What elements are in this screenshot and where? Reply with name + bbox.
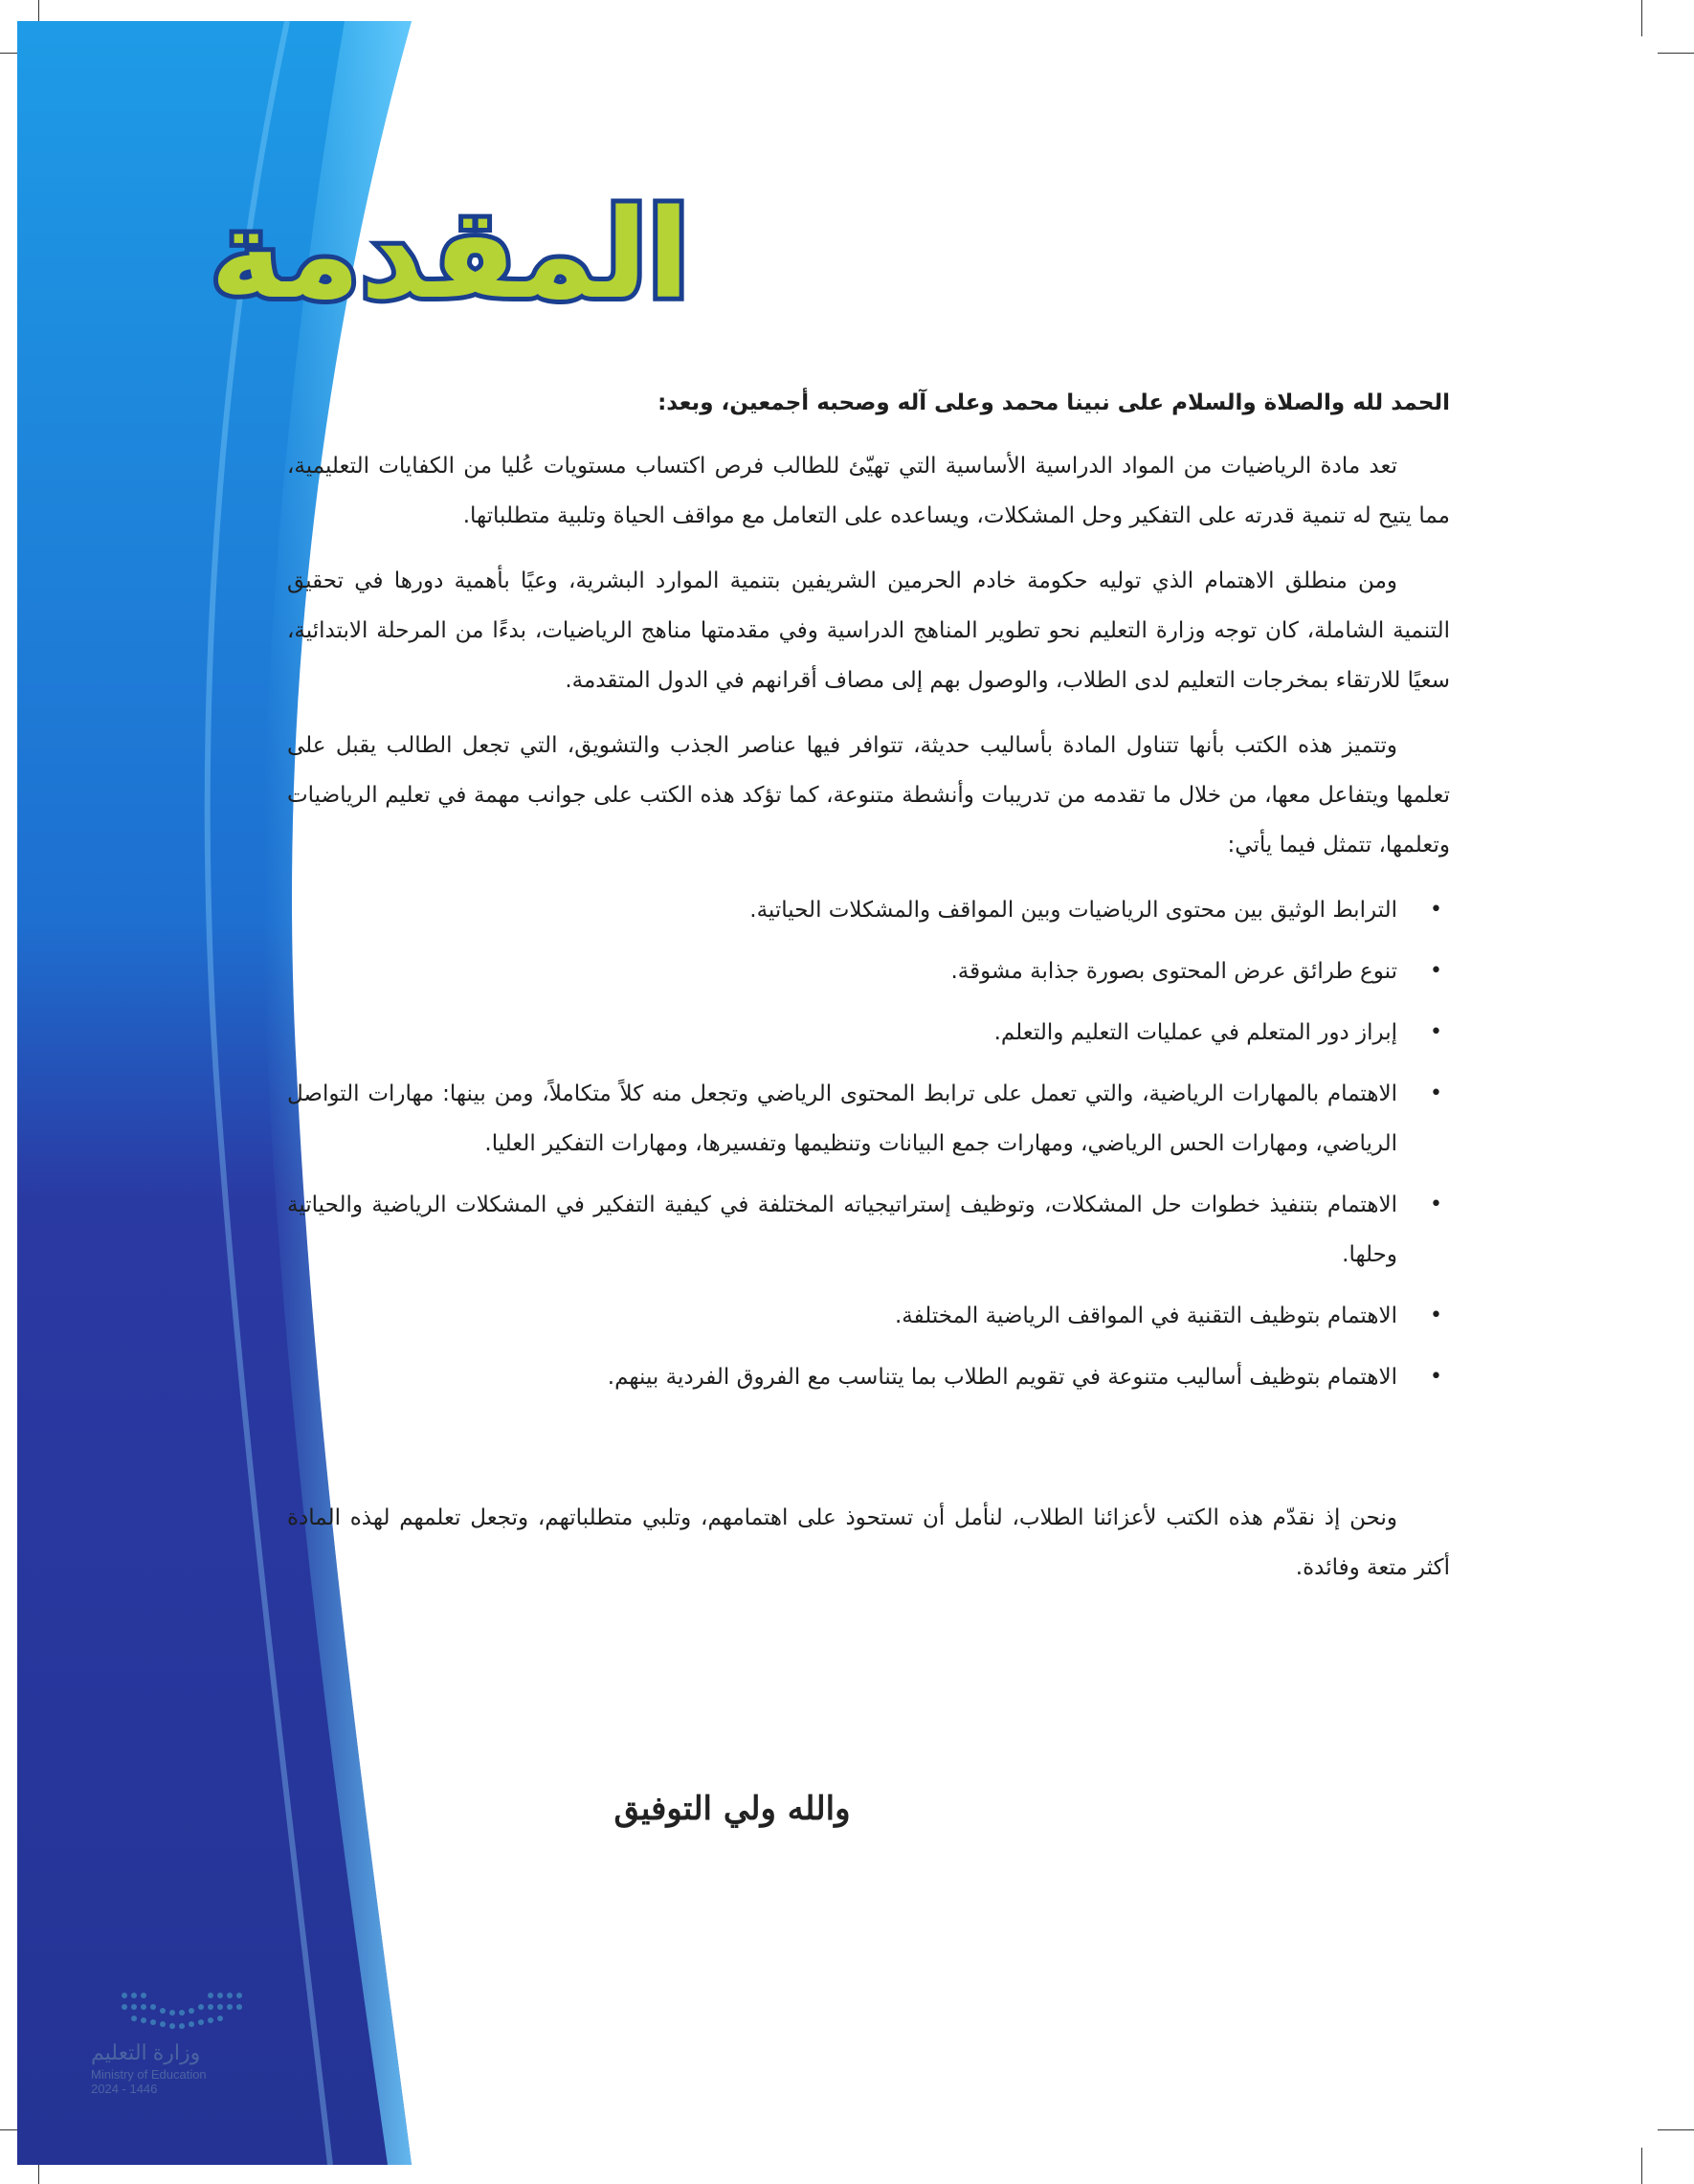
list-item-text: إبراز دور المتعلم في عمليات التعليم والتعلم. [993,1020,1397,1045]
bullet-icon: • [1430,1365,1442,1389]
bullet-icon: • [1430,1020,1442,1044]
list-item [287,1008,1450,1058]
ministry-logo [91,1986,273,2129]
closing-paragraph: ونحن إذ نقدّم هذه الكتب لأعزائنا الطلاب، لنأمل أن تستحوذ على اهتمامهم، وتلبي متطلباتهم، وتجعل تعلمهم لهذه المادة أكثر متعة وفائدة. [287,1505,1450,1580]
list-item [287,885,1450,935]
list-item-text: الاهتمام بالمهارات الرياضية، والتي تعمل على ترابط المحتوى الرياضي وتجعل منه كلاً متكاملاً، ومن بينها: مهارات التواصل الرياضي، ومهارات الحس الرياضي، ومهارات جمع البيانات وتنظيمها وتفسيرها، ومهارات التفكير العليا. [287,1081,1397,1156]
list-item-text: تنوع طرائق عرض المحتوى بصورة جذابة مشوقة. [950,959,1397,984]
logo-year-text: 2024 - 1446 [91,2082,158,2096]
paragraph: تعد مادة الرياضيات من المواد الدراسية الأساسية التي تهيّئ للطالب فرص اكتساب مستويات عُليا من الكفايات التعليمية، مما يتيح له تنمية قدرته على التفكير وحل المشكلات، ويساعده على التعامل مع مواقف الحياة وتلبية متطلباتها. [287,454,1450,528]
introduction-text [287,378,1450,1861]
signoff: والله ولي التوفيق [613,1790,851,1828]
bullet-icon: • [1430,1081,1442,1105]
bullet-icon: • [1430,1304,1442,1327]
list-item [287,1352,1450,1402]
list-item [287,1180,1450,1280]
logo-english-text: Ministry of Education [91,2067,207,2082]
page-title-text: المقدمة [210,184,690,326]
logo-arabic-text: وزارة التعليم [91,2040,201,2064]
paragraph: ومن منطلق الاهتمام الذي توليه حكومة خادم الحرمين الشريفين بتنمية الموارد البشرية، وعيًا بأهمية دورها في تحقيق التنمية الشاملة، كان توجه وزارة التعليم نحو تطوير المناهج الدراسية وفي مقدمتها مناهج الرياضيات، بدءًا من المرحلة الابتدائية، سعيًا للارتقاء بمخرجات التعليم لدى الطلاب، والوصول بهم إلى مصاف أقرانهم في الدول المتقدمة. [287,568,1450,693]
bullet-icon: • [1430,1192,1442,1216]
list-item-text: الاهتمام بتوظيف أساليب متنوعة في تقويم الطلاب بما يتناسب مع الفروق الفردية بينهم. [607,1365,1397,1390]
bullet-icon: • [1430,898,1442,922]
list-item [287,1291,1450,1341]
bullet-icon: • [1430,959,1442,983]
list-item [287,1069,1450,1169]
feature-list [287,885,1450,1402]
list-item-text: الاهتمام بتنفيذ خطوات حل المشكلات، وتوظيف إستراتيجياته المختلفة في كيفية التفكير في المشكلات الرياضية والحياتية وحلها. [287,1192,1397,1267]
list-item-text: الترابط الوثيق بين محتوى الرياضيات وبين المواقف والمشكلات الحياتية. [749,898,1397,923]
list-item-text: الاهتمام بتوظيف التقنية في المواقف الرياضية المختلفة. [894,1304,1397,1328]
logo-dots-icon [105,1986,258,2034]
page-title [191,163,708,345]
paragraph: وتتميز هذه الكتب بأنها تتناول المادة بأساليب حديثة، تتوافر فيها عناصر الجذب والتشويق، التي تجعل الطالب يقبل على تعلمها ويتفاعل معها، من خلال ما تقدمه من تدريبات وأنشطة متنوعة، كما تؤكد هذه الكتب على جوانب مهمة في تعليم الرياضيات وتعلمها، تتمثل فيما يأتي: [287,733,1450,858]
list-item [287,947,1450,996]
opening-line: الحمد لله والصلاة والسلام على نبينا محمد وعلى آله وصحبه أجمعين، وبعد: [658,390,1450,415]
